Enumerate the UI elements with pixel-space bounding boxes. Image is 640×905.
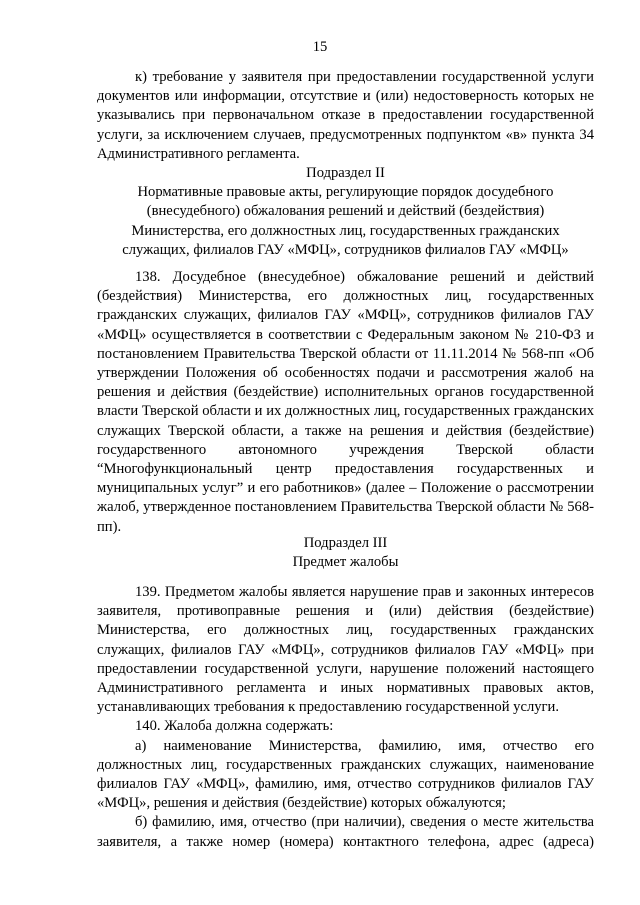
- item-k-text: к) требование у заявителя при предоставлении государственной услуги документов или информации, отсутствие и (или) недостоверность которых не указывались при первоначальном отказе в предоставлении государственной услуги, за исключением случаев, предусмотренных подпунктом «в» пункта 34 Административного регламента.: [97, 69, 594, 162]
- paragraph-139: 139. Предметом жалобы является нарушение прав и законных интересов заявителя, противоправные решения и (или) действия (бездействие) Министерства, его должностных лиц, государственных гражданских служащих, филиалов ГАУ «МФЦ», сотрудников филиалов ГАУ «МФЦ» при предоставлении государственной услуги, нарушение положений настоящего Административного регламента и иных нормативных правовых актов, устанавливающих требования к предоставлению государственной услуги.: [97, 584, 594, 716]
- subsection-2-title-line: служащих, филиалов ГАУ «МФЦ», сотрудников филиалов ГАУ «МФЦ»: [122, 241, 569, 258]
- item-k-block: [97, 68, 594, 164]
- paragraph-138-block: [97, 268, 594, 537]
- subsection-3-heading: [97, 534, 594, 572]
- paragraph-139-block: [97, 583, 594, 852]
- paragraph-140: 140. Жалоба должна содержать:: [135, 718, 334, 735]
- subsection-3-label: Подраздел III: [303, 535, 388, 551]
- item-b-text: б) фамилию, имя, отчество (при наличии), сведения о месте жительства заявителя, а также номер (номера) контактного телефона, адрес (адреса): [97, 814, 594, 850]
- subsection-2-heading: [97, 164, 594, 260]
- subsection-2-title-line: Нормативные правовые акты, регулирующие порядок досудебного: [137, 184, 554, 201]
- paragraph-138: 138. Досудебное (внесудебное) обжалование решений и действий (бездействия) Министерства, его должностных лиц, государственных гражданских служащих, филиалов ГАУ «МФЦ», сотрудников филиалов ГАУ «МФЦ» осуществляется в соответствии с Федеральным законом № 210-ФЗ и постановлением Правительства Тверской области от 11.11.2014 № 568-пп «Об утверждении Положения об особенностях подачи и рассмотрения жалоб на решения и действия (бездействие) исполнительных органов государственной власти Тверской области и их должностных лиц, государственных гражданских служащих Тверской области, а также на решения и действия (бездействие) государственного автономного учреждения Тверской области “Многофункциональный центр предоставления государственных и муниципальных услуг” и его работников» (далее – Положение о рассмотрении жалоб, утвержденное постановлением Правительства Тверской области № 568-пп).: [97, 269, 594, 535]
- page-number: 15: [312, 39, 328, 55]
- subsection-3-title: Предмет жалобы: [292, 554, 399, 571]
- item-a-text: а) наименование Министерства, фамилию, имя, отчество его должностных лиц, государственных гражданских служащих, наименование филиалов ГАУ «МФЦ», фамилию, имя, отчество сотрудников филиалов ГАУ «МФЦ», решения и действия (бездействие) которых обжалуются;: [97, 737, 594, 812]
- subsection-2-title-line: Министерства, его должностных лиц, государственных гражданских: [131, 222, 560, 239]
- subsection-2-title-line: (внесудебного) обжалования решений и действий (бездействия): [146, 203, 545, 220]
- subsection-2-label: Подраздел II: [306, 165, 385, 181]
